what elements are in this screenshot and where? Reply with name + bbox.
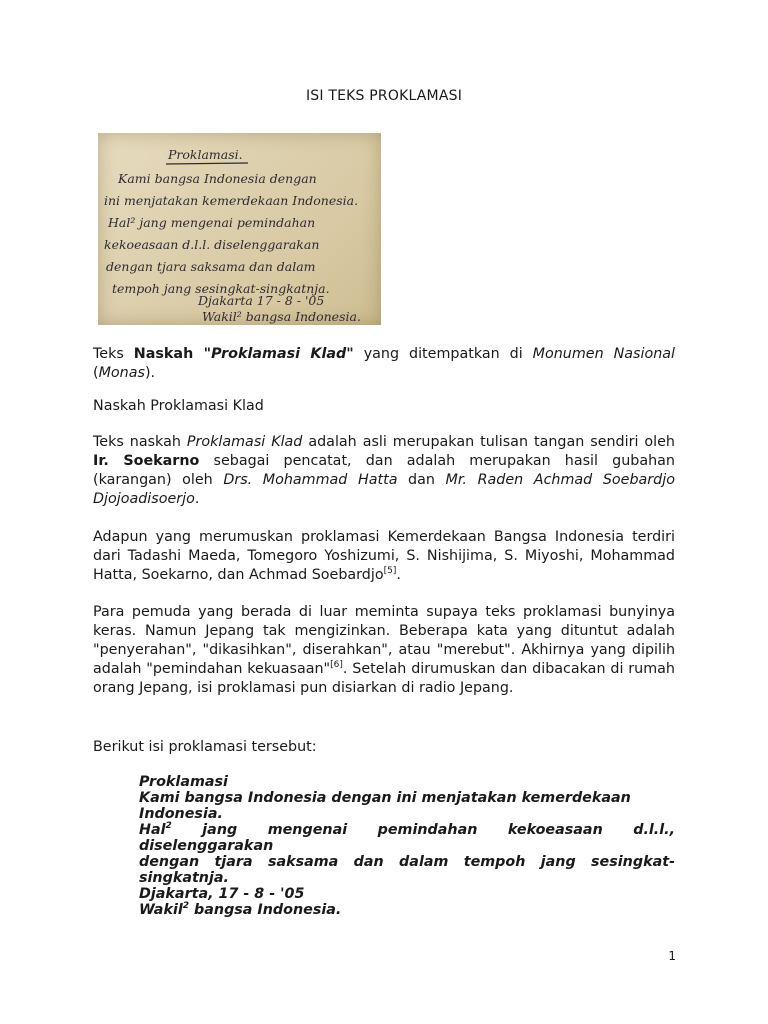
- manuscript-line: Proklamasi.: [168, 147, 243, 162]
- quote-line: Wakil$^2$ bangsa Indonesia.: [139, 901, 342, 918]
- footnote-ref[interactable]: [5]: [383, 566, 397, 577]
- manuscript-photo: [98, 133, 381, 325]
- paragraph-perumus: Adapun yang merumuskan proklamasi Kemerdekaan Bangsa Indonesia terdiri dari Tadashi Maeda, Tomegoro Yoshizumi, S. Nishijima, S. Miyoshi, Mohammad Hatta, Soekarno, dan Achmad Soebardjo[5].: [93, 529, 675, 583]
- quote-line: diselenggarakan: [139, 838, 274, 854]
- manuscript-line: kekoeasaan d.l.l. diselenggarakan: [104, 237, 320, 252]
- paragraph-heading: Naskah Proklamasi Klad: [93, 398, 264, 414]
- manuscript-line: Wakil² bangsa Indonesia.: [202, 309, 361, 324]
- manuscript-line: Kami bangsa Indonesia dengan: [118, 171, 317, 186]
- page-number: 1: [668, 949, 676, 963]
- paragraph-teks-naskah: Teks naskah Proklamasi Klad adalah asli merupakan tulisan tangan sendiri oleh Ir. Soekarno sebagai pencatat, dan adalah merupakan hasil gubahan (karangan) oleh Drs. Mohammad Hatta dan Mr. Raden Achmad Soebardjo Djojoadisoerjo.: [93, 434, 675, 507]
- paragraph-pemuda: Para pemuda yang berada di luar meminta supaya teks proklamasi bunyinya keras. Namun Jepang tak mengizinkan. Beberapa kata yang dituntut adalah "penyerahan", "dikasihkan", diserahkan", atau "merebut". Akhirnya yang dipilih adalah "pemindahan kekuasaan"[6]. Setelah dirumuskan dan dibacakan di rumah orang Jepang, isi proklamasi pun disiarkan di radio Jepang.: [93, 604, 675, 696]
- quote-line: Kami bangsa Indonesia dengan ini menjatakan kemerdekaan: [139, 790, 631, 806]
- page-title: ISI TEKS PROKLAMASI: [305, 88, 463, 104]
- quote-line: singkatnja.: [139, 870, 229, 886]
- proclamation-quote: [139, 774, 675, 918]
- quote-line: Proklamasi: [139, 774, 228, 790]
- paragraph-monumen: Teks Naskah "Proklamasi Klad" yang ditempatkan di Monumen Nasional (Monas).: [93, 346, 676, 381]
- quote-line: Indonesia.: [139, 806, 223, 822]
- manuscript-line: tempoh jang sesingkat-singkatnja.: [112, 281, 330, 296]
- footnote-ref[interactable]: [6]: [330, 660, 343, 671]
- manuscript-line: dengan tjara saksama dan dalam: [106, 259, 316, 274]
- manuscript-image: [98, 133, 381, 325]
- paragraph-intro-quote: Berikut isi proklamasi tersebut:: [93, 739, 317, 755]
- manuscript-line: ini menjatakan kemerdekaan Indonesia.: [104, 193, 359, 208]
- quote-line: Hal$^2$ jang mengenai pemindahan kekoeasaan d.l.l.,: [139, 821, 675, 838]
- quote-line: dengan tjara saksama dan dalam tempoh jang sesingkat-: [139, 854, 675, 870]
- quote-line: Djakarta, 17 - 8 - '05: [139, 886, 305, 902]
- manuscript-line: Djakarta 17 - 8 - '05: [198, 293, 325, 308]
- manuscript-line: Hal² jang mengenai pemindahan: [108, 215, 316, 230]
